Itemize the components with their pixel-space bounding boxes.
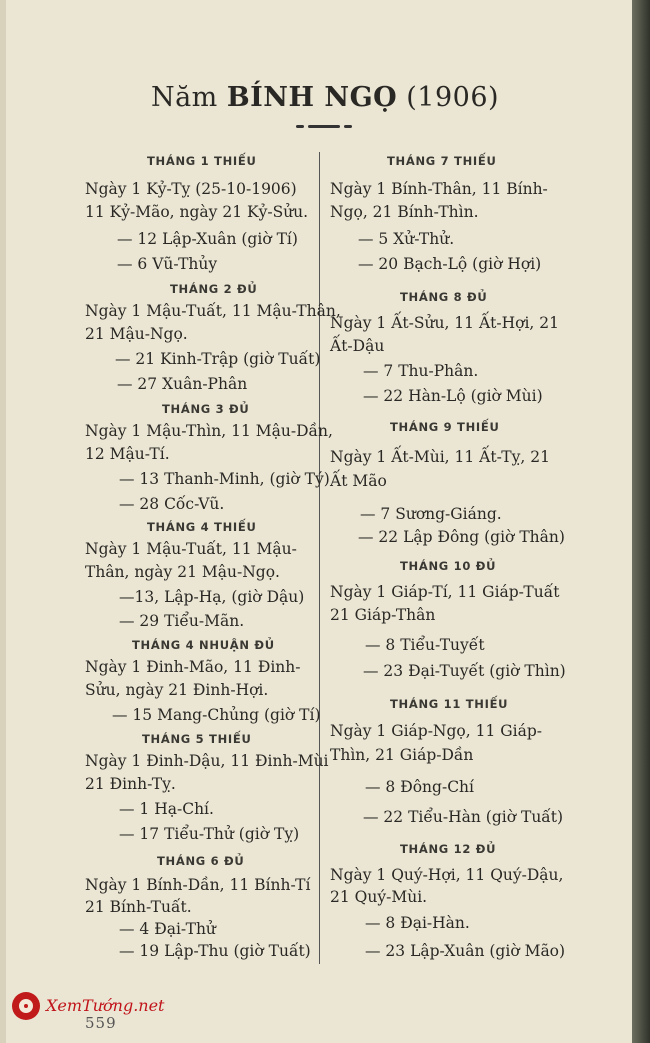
calendar-line: Sửu, ngày 21 Đinh-Hợi. bbox=[85, 681, 269, 699]
page-edge bbox=[632, 0, 650, 1043]
calendar-line: — 5 Xử-Thử. bbox=[358, 230, 455, 248]
title-name: BÍNH NGỌ bbox=[226, 82, 398, 113]
calendar-line: 21 Giáp-Thân bbox=[330, 606, 436, 624]
month-heading: THÁNG 9 THIẾU bbox=[390, 420, 500, 434]
calendar-line: — 6 Vũ-Thủy bbox=[117, 255, 218, 273]
calendar-line: Ngày 1 Quý-Hợi, 11 Quý-Dậu, bbox=[330, 866, 564, 884]
page-spine bbox=[0, 0, 6, 1043]
calendar-line: Thìn, 21 Giáp-Dần bbox=[330, 746, 474, 764]
calendar-line: 11 Kỷ-Mão, ngày 21 Kỷ-Sửu. bbox=[85, 203, 309, 221]
calendar-line: — 1 Hạ-Chí. bbox=[119, 800, 214, 818]
calendar-line: Ngọ, 21 Bính-Thìn. bbox=[330, 203, 479, 221]
title-prefix: Năm bbox=[150, 82, 218, 113]
column-divider bbox=[319, 152, 320, 964]
month-heading: THÁNG 8 ĐỦ bbox=[400, 290, 488, 304]
calendar-line: — 22 Hàn-Lộ (giờ Mùi) bbox=[363, 387, 543, 405]
calendar-line: — 15 Mang-Chủng (giờ Tí) bbox=[112, 706, 321, 724]
calendar-line: 21 Đinh-Tỵ. bbox=[85, 775, 176, 793]
calendar-line: Ngày 1 Bính-Dần, 11 Bính-Tí bbox=[85, 876, 311, 894]
month-heading: THÁNG 1 THIẾU bbox=[147, 154, 257, 168]
calendar-line: — 4 Đại-Thử bbox=[119, 920, 216, 938]
calendar-line: —13, Lập-Hạ, (giờ Dậu) bbox=[119, 588, 305, 606]
calendar-line: Ngày 1 Bính-Thân, 11 Bính- bbox=[330, 180, 548, 198]
month-heading: THÁNG 6 ĐỦ bbox=[157, 854, 245, 868]
calendar-line: — 21 Kinh-Trập (giờ Tuất) bbox=[115, 350, 321, 368]
calendar-line: Ất Mão bbox=[330, 472, 387, 490]
month-heading: THÁNG 5 THIẾU bbox=[142, 732, 252, 746]
month-heading: THÁNG 4 THIẾU bbox=[147, 520, 257, 534]
calendar-line: — 7 Sương-Giáng. bbox=[360, 505, 502, 523]
title-year: (1906) bbox=[406, 82, 500, 113]
calendar-line: — 7 Thu-Phân. bbox=[363, 362, 479, 380]
calendar-line: — 20 Bạch-Lộ (giờ Hợi) bbox=[358, 255, 542, 273]
page-title bbox=[0, 82, 632, 113]
calendar-line: Ngày 1 Đinh-Dậu, 11 Đinh-Mùi bbox=[85, 752, 329, 770]
calendar-line: — 17 Tiểu-Thử (giờ Tỵ) bbox=[119, 825, 300, 843]
month-heading: THÁNG 3 ĐỦ bbox=[162, 402, 250, 416]
calendar-line: Ngày 1 Giáp-Ngọ, 11 Giáp- bbox=[330, 722, 542, 740]
calendar-line: — 8 Đại-Hàn. bbox=[365, 914, 470, 932]
title-ornament bbox=[296, 124, 352, 130]
calendar-line: Thân, ngày 21 Mậu-Ngọ. bbox=[85, 563, 280, 581]
calendar-line: Ngày 1 Ất-Sửu, 11 Ất-Hợi, 21 bbox=[330, 314, 559, 332]
calendar-line: Ngày 1 Giáp-Tí, 11 Giáp-Tuất bbox=[330, 583, 560, 601]
month-heading: THÁNG 7 THIẾU bbox=[387, 154, 497, 168]
calendar-line: 21 Quý-Mùi. bbox=[330, 888, 428, 906]
calendar-line: — 23 Lập-Xuân (giờ Mão) bbox=[365, 942, 566, 960]
month-heading: THÁNG 11 THIẾU bbox=[390, 697, 509, 711]
calendar-line: 21 Mậu-Ngọ. bbox=[85, 325, 188, 343]
calendar-line: Ngày 1 Đinh-Mão, 11 Đinh- bbox=[85, 658, 301, 676]
calendar-line: — 8 Đông-Chí bbox=[365, 778, 474, 796]
calendar-line: — 23 Đại-Tuyết (giờ Thìn) bbox=[363, 662, 566, 680]
calendar-line: Ngày 1 Mậu-Tuất, 11 Mậu- bbox=[85, 540, 297, 558]
calendar-line: Ngày 1 Mậu-Tuất, 11 Mậu-Thân, bbox=[85, 302, 341, 320]
brand-name: XemTướng.net bbox=[46, 996, 165, 1015]
calendar-line: Ất-Dậu bbox=[330, 337, 385, 355]
month-heading: THÁNG 10 ĐỦ bbox=[400, 559, 497, 573]
calendar-line: — 19 Lập-Thu (giờ Tuất) bbox=[119, 942, 311, 960]
calendar-line: — 12 Lập-Xuân (giờ Tí) bbox=[117, 230, 298, 248]
calendar-line: Ngày 1 Kỷ-Tỵ (25-10-1906) bbox=[85, 180, 297, 198]
calendar-line: — 13 Thanh-Minh, (giờ Tý) bbox=[119, 470, 330, 488]
calendar-line: — 28 Cốc-Vũ. bbox=[119, 495, 225, 513]
calendar-line: — 29 Tiểu-Mãn. bbox=[119, 612, 245, 630]
month-heading: THÁNG 4 NHUẬN ĐỦ bbox=[132, 638, 275, 652]
calendar-line: — 22 Tiểu-Hàn (giờ Tuất) bbox=[363, 808, 564, 826]
calendar-line: — 22 Lập Đông (giờ Thân) bbox=[358, 528, 565, 546]
calendar-line: 21 Bính-Tuất. bbox=[85, 898, 192, 916]
month-heading: THÁNG 2 ĐỦ bbox=[170, 282, 258, 296]
yin-yang-logo-icon bbox=[12, 992, 40, 1020]
calendar-line: Ngày 1 Mậu-Thìn, 11 Mậu-Dần, bbox=[85, 422, 333, 440]
calendar-line: — 27 Xuân-Phân bbox=[117, 375, 248, 393]
calendar-line: 12 Mậu-Tí. bbox=[85, 445, 170, 463]
page-number: 559 bbox=[85, 1014, 117, 1032]
calendar-line: — 8 Tiểu-Tuyết bbox=[365, 636, 485, 654]
month-heading: THÁNG 12 ĐỦ bbox=[400, 842, 497, 856]
calendar-line: Ngày 1 Ất-Mùi, 11 Ất-Tỵ, 21 bbox=[330, 448, 550, 466]
